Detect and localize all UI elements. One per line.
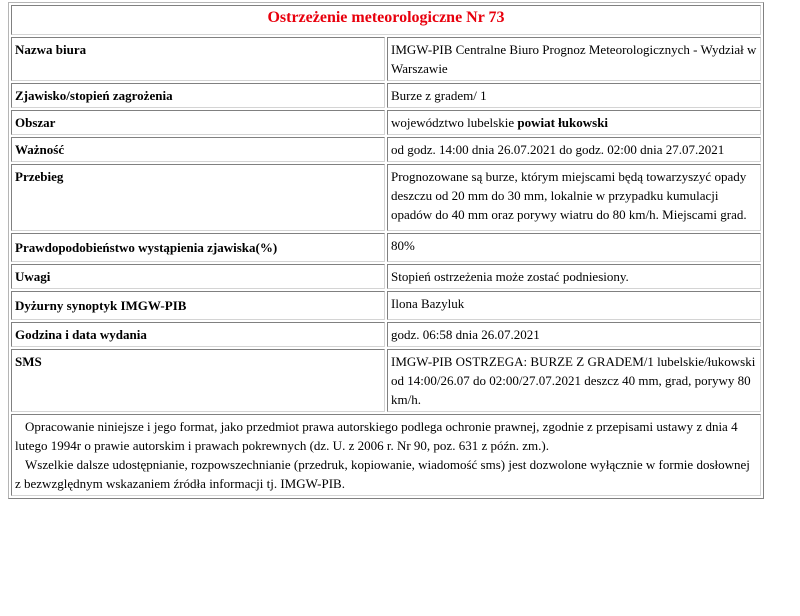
area-voivodeship: województwo lubelskie	[391, 115, 518, 130]
copyright-notice	[11, 414, 761, 496]
row-value-area	[387, 110, 761, 135]
area-county: powiat łukowski	[517, 115, 609, 130]
title-row	[11, 5, 761, 35]
row-label-area: Obszar	[11, 110, 385, 135]
row-label-sms: SMS	[11, 349, 385, 412]
row-value-forecaster: Ilona Bazyluk	[387, 291, 761, 320]
row-value-course: Prognozowane są burze, którym miejscami będą towarzyszyć opady deszczu od 20 mm do 30 mm, lokalnie w przypadku kumulacji opadów do 40 mm oraz porywy wiatru do 80 km/h. Miejscami grad.	[387, 164, 761, 231]
table-row	[11, 83, 761, 108]
warning-title: Ostrzeżenie meteorologiczne Nr 73	[11, 5, 761, 35]
table-row	[11, 137, 761, 162]
row-value-remarks: Stopień ostrzeżenia może zostać podniesiony.	[387, 264, 761, 289]
row-label-probability: Prawdopodobieństwo wystąpienia zjawiska(%)	[11, 233, 385, 262]
row-label-issued: Godzina i data wydania	[11, 322, 385, 347]
row-label-validity: Ważność	[11, 137, 385, 162]
row-label-office: Nazwa biura	[11, 37, 385, 81]
table-row	[11, 264, 761, 289]
row-value-phenomenon: Burze z gradem/ 1	[387, 83, 761, 108]
table-row	[11, 37, 761, 81]
table-row	[11, 349, 761, 412]
row-value-sms: IMGW-PIB OSTRZEGA: BURZE Z GRADEM/1 lubelskie/łukowski od 14:00/26.07 do 02:00/27.07.2021 deszcz 40 mm, grad, porywy 80 km/h.	[387, 349, 761, 412]
table-row	[11, 164, 761, 231]
footer-row	[11, 414, 761, 496]
copyright-paragraph: Opracowanie niniejsze i jego format, jako przedmiot prawa autorskiego podlega ochronie prawnej, zgodnie z przepisami ustawy z dnia 4 lutego 1994r o prawie autorskim i prawach pokrewnych (dz. U. z 2006 r. Nr 90, poz. 631 z późn. zm.).	[15, 419, 738, 453]
row-value-office: IMGW-PIB Centralne Biuro Prognoz Meteorologicznych - Wydział w Warszawie	[387, 37, 761, 81]
row-label-course: Przebieg	[11, 164, 385, 231]
row-value-probability: 80%	[387, 233, 761, 262]
row-value-issued: godz. 06:58 dnia 26.07.2021	[387, 322, 761, 347]
warning-table	[8, 2, 764, 499]
distribution-paragraph: Wszelkie dalsze udostępnianie, rozpowszechnianie (przedruk, kopiowanie, wiadomość sms) jest dozwolone wyłącznie w formie dosłownej z bezwzględnym wskazaniem źródła informacji tj. IMGW-PIB.	[15, 457, 750, 491]
row-label-remarks: Uwagi	[11, 264, 385, 289]
row-value-validity: od godz. 14:00 dnia 26.07.2021 do godz. 02:00 dnia 27.07.2021	[387, 137, 761, 162]
table-row	[11, 233, 761, 262]
warning-document	[8, 2, 764, 499]
row-label-forecaster: Dyżurny synoptyk IMGW-PIB	[11, 291, 385, 320]
table-row	[11, 291, 761, 320]
table-row	[11, 322, 761, 347]
row-label-phenomenon: Zjawisko/stopień zagrożenia	[11, 83, 385, 108]
table-row	[11, 110, 761, 135]
